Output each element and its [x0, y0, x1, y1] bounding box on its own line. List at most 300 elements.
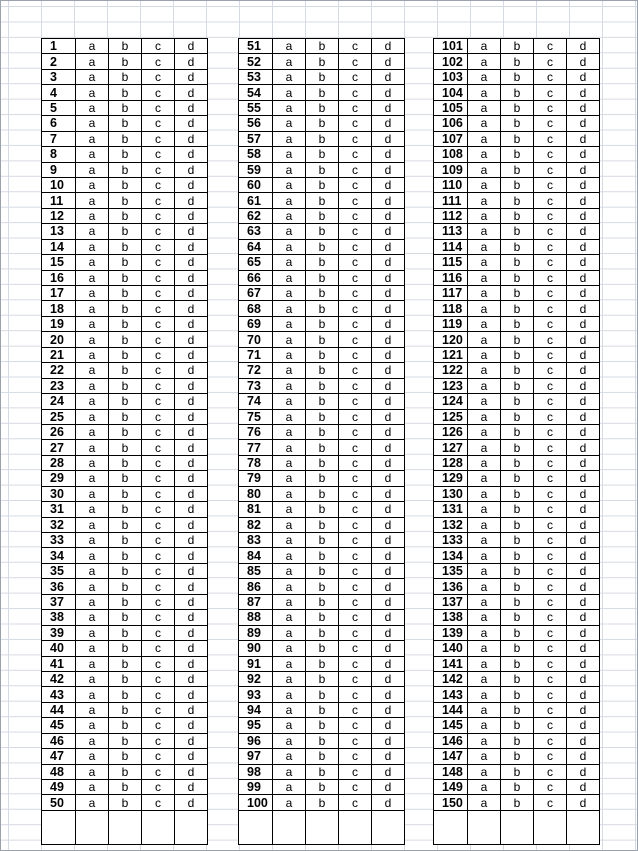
option-d-cell[interactable]: d [175, 641, 208, 656]
option-c-cell[interactable]: c [534, 54, 567, 69]
option-b-cell[interactable]: b [501, 424, 534, 439]
option-a-cell[interactable]: a [273, 332, 306, 347]
option-b-cell[interactable]: b [501, 363, 534, 378]
option-d-cell[interactable]: d [372, 208, 405, 223]
option-b-cell[interactable]: b [306, 301, 339, 316]
option-d-cell[interactable]: d [372, 749, 405, 764]
option-a-cell[interactable]: a [273, 440, 306, 455]
option-b-cell[interactable]: b [109, 656, 142, 671]
option-b-cell[interactable]: b [306, 702, 339, 717]
option-b-cell[interactable]: b [501, 54, 534, 69]
option-a-cell[interactable]: a [468, 780, 501, 795]
option-d-cell[interactable]: d [372, 502, 405, 517]
option-d-cell[interactable]: d [567, 471, 600, 486]
option-b-cell[interactable]: b [501, 533, 534, 548]
option-c-cell[interactable]: c [534, 594, 567, 609]
option-b-cell[interactable]: b [501, 378, 534, 393]
option-a-cell[interactable]: a [273, 486, 306, 501]
option-c-cell[interactable]: c [339, 795, 372, 810]
option-c-cell[interactable]: c [534, 177, 567, 192]
option-c-cell[interactable]: c [534, 579, 567, 594]
option-b-cell[interactable]: b [501, 286, 534, 301]
option-c-cell[interactable]: c [534, 671, 567, 686]
option-a-cell[interactable]: a [76, 116, 109, 131]
option-a-cell[interactable]: a [76, 208, 109, 223]
option-d-cell[interactable]: d [372, 270, 405, 285]
option-b-cell[interactable]: b [109, 517, 142, 532]
option-c-cell[interactable]: c [142, 177, 175, 192]
option-d-cell[interactable]: d [372, 224, 405, 239]
option-a-cell[interactable]: a [76, 764, 109, 779]
option-d-cell[interactable]: d [372, 671, 405, 686]
option-d-cell[interactable]: d [372, 363, 405, 378]
option-b-cell[interactable]: b [109, 440, 142, 455]
option-d-cell[interactable]: d [372, 579, 405, 594]
option-d-cell[interactable]: d [175, 116, 208, 131]
option-a-cell[interactable]: a [76, 85, 109, 100]
option-a-cell[interactable]: a [76, 286, 109, 301]
option-c-cell[interactable]: c [142, 780, 175, 795]
option-a-cell[interactable]: a [468, 795, 501, 810]
option-c-cell[interactable]: c [142, 594, 175, 609]
option-c-cell[interactable]: c [534, 316, 567, 331]
option-b-cell[interactable]: b [501, 332, 534, 347]
option-c-cell[interactable]: c [142, 409, 175, 424]
option-a-cell[interactable]: a [76, 641, 109, 656]
option-d-cell[interactable]: d [567, 378, 600, 393]
option-d-cell[interactable]: d [372, 332, 405, 347]
option-b-cell[interactable]: b [306, 563, 339, 578]
option-b-cell[interactable]: b [501, 625, 534, 640]
option-a-cell[interactable]: a [76, 517, 109, 532]
option-a-cell[interactable]: a [468, 486, 501, 501]
option-d-cell[interactable]: d [175, 100, 208, 115]
option-d-cell[interactable]: d [567, 795, 600, 810]
option-a-cell[interactable]: a [273, 579, 306, 594]
option-d-cell[interactable]: d [175, 502, 208, 517]
option-a-cell[interactable]: a [273, 733, 306, 748]
option-b-cell[interactable]: b [109, 795, 142, 810]
option-a-cell[interactable]: a [76, 594, 109, 609]
option-c-cell[interactable]: c [534, 85, 567, 100]
option-d-cell[interactable]: d [372, 100, 405, 115]
option-d-cell[interactable]: d [175, 733, 208, 748]
option-a-cell[interactable]: a [273, 687, 306, 702]
option-b-cell[interactable]: b [306, 610, 339, 625]
option-a-cell[interactable]: a [273, 409, 306, 424]
option-d-cell[interactable]: d [372, 162, 405, 177]
option-b-cell[interactable]: b [109, 625, 142, 640]
option-c-cell[interactable]: c [339, 641, 372, 656]
option-c-cell[interactable]: c [339, 100, 372, 115]
option-c-cell[interactable]: c [142, 239, 175, 254]
option-c-cell[interactable]: c [534, 301, 567, 316]
option-d-cell[interactable]: d [175, 610, 208, 625]
option-d-cell[interactable]: d [567, 147, 600, 162]
option-c-cell[interactable]: c [534, 533, 567, 548]
option-a-cell[interactable]: a [273, 100, 306, 115]
option-b-cell[interactable]: b [501, 502, 534, 517]
option-c-cell[interactable]: c [142, 625, 175, 640]
option-b-cell[interactable]: b [109, 69, 142, 84]
option-c-cell[interactable]: c [534, 255, 567, 270]
option-a-cell[interactable]: a [468, 409, 501, 424]
option-b-cell[interactable]: b [109, 131, 142, 146]
option-d-cell[interactable]: d [567, 131, 600, 146]
option-d-cell[interactable]: d [372, 533, 405, 548]
option-c-cell[interactable]: c [142, 301, 175, 316]
option-b-cell[interactable]: b [306, 409, 339, 424]
option-a-cell[interactable]: a [468, 193, 501, 208]
option-a-cell[interactable]: a [468, 548, 501, 563]
option-c-cell[interactable]: c [142, 193, 175, 208]
option-b-cell[interactable]: b [306, 316, 339, 331]
option-c-cell[interactable]: c [534, 502, 567, 517]
option-d-cell[interactable]: d [567, 286, 600, 301]
option-d-cell[interactable]: d [175, 316, 208, 331]
option-d-cell[interactable]: d [567, 563, 600, 578]
option-a-cell[interactable]: a [468, 100, 501, 115]
option-c-cell[interactable]: c [534, 147, 567, 162]
option-b-cell[interactable]: b [109, 733, 142, 748]
option-c-cell[interactable]: c [534, 656, 567, 671]
option-a-cell[interactable]: a [468, 394, 501, 409]
option-c-cell[interactable]: c [534, 394, 567, 409]
option-b-cell[interactable]: b [109, 563, 142, 578]
option-a-cell[interactable]: a [273, 116, 306, 131]
option-a-cell[interactable]: a [273, 780, 306, 795]
option-b-cell[interactable]: b [109, 780, 142, 795]
option-d-cell[interactable]: d [567, 594, 600, 609]
option-a-cell[interactable]: a [76, 718, 109, 733]
option-a-cell[interactable]: a [76, 162, 109, 177]
option-a-cell[interactable]: a [468, 270, 501, 285]
option-d-cell[interactable]: d [372, 85, 405, 100]
option-c-cell[interactable]: c [534, 517, 567, 532]
option-b-cell[interactable]: b [306, 656, 339, 671]
option-a-cell[interactable]: a [468, 147, 501, 162]
option-c-cell[interactable]: c [142, 69, 175, 84]
option-a-cell[interactable]: a [76, 455, 109, 470]
option-b-cell[interactable]: b [109, 116, 142, 131]
option-c-cell[interactable]: c [534, 347, 567, 362]
option-a-cell[interactable]: a [468, 162, 501, 177]
option-d-cell[interactable]: d [175, 687, 208, 702]
option-d-cell[interactable]: d [372, 517, 405, 532]
option-d-cell[interactable]: d [175, 671, 208, 686]
option-d-cell[interactable]: d [567, 656, 600, 671]
option-c-cell[interactable]: c [339, 54, 372, 69]
option-c-cell[interactable]: c [534, 224, 567, 239]
option-d-cell[interactable]: d [372, 718, 405, 733]
option-c-cell[interactable]: c [339, 286, 372, 301]
option-d-cell[interactable]: d [372, 131, 405, 146]
option-a-cell[interactable]: a [273, 301, 306, 316]
option-c-cell[interactable]: c [142, 270, 175, 285]
option-d-cell[interactable]: d [567, 162, 600, 177]
option-a-cell[interactable]: a [468, 455, 501, 470]
option-d-cell[interactable]: d [567, 54, 600, 69]
option-d-cell[interactable]: d [372, 610, 405, 625]
option-b-cell[interactable]: b [306, 764, 339, 779]
option-a-cell[interactable]: a [76, 671, 109, 686]
option-b-cell[interactable]: b [306, 239, 339, 254]
option-a-cell[interactable]: a [468, 671, 501, 686]
option-c-cell[interactable]: c [142, 424, 175, 439]
option-b-cell[interactable]: b [306, 147, 339, 162]
option-b-cell[interactable]: b [109, 486, 142, 501]
option-d-cell[interactable]: d [175, 625, 208, 640]
option-a-cell[interactable]: a [468, 177, 501, 192]
option-d-cell[interactable]: d [372, 563, 405, 578]
option-c-cell[interactable]: c [534, 193, 567, 208]
option-b-cell[interactable]: b [306, 455, 339, 470]
option-a-cell[interactable]: a [273, 286, 306, 301]
option-b-cell[interactable]: b [306, 424, 339, 439]
option-a-cell[interactable]: a [468, 764, 501, 779]
option-b-cell[interactable]: b [109, 100, 142, 115]
option-b-cell[interactable]: b [501, 39, 534, 54]
option-c-cell[interactable]: c [339, 69, 372, 84]
option-a-cell[interactable]: a [273, 270, 306, 285]
option-d-cell[interactable]: d [567, 177, 600, 192]
option-c-cell[interactable]: c [339, 147, 372, 162]
option-b-cell[interactable]: b [501, 147, 534, 162]
option-d-cell[interactable]: d [372, 147, 405, 162]
option-c-cell[interactable]: c [534, 131, 567, 146]
option-d-cell[interactable]: d [567, 733, 600, 748]
option-b-cell[interactable]: b [306, 100, 339, 115]
option-d-cell[interactable]: d [372, 177, 405, 192]
option-d-cell[interactable]: d [567, 486, 600, 501]
option-c-cell[interactable]: c [339, 548, 372, 563]
option-b-cell[interactable]: b [306, 85, 339, 100]
option-b-cell[interactable]: b [109, 208, 142, 223]
option-c-cell[interactable]: c [339, 749, 372, 764]
option-c-cell[interactable]: c [339, 39, 372, 54]
option-d-cell[interactable]: d [567, 85, 600, 100]
option-d-cell[interactable]: d [175, 332, 208, 347]
option-d-cell[interactable]: d [567, 764, 600, 779]
option-a-cell[interactable]: a [76, 255, 109, 270]
option-c-cell[interactable]: c [142, 224, 175, 239]
option-c-cell[interactable]: c [142, 286, 175, 301]
option-c-cell[interactable]: c [142, 764, 175, 779]
option-a-cell[interactable]: a [76, 316, 109, 331]
option-c-cell[interactable]: c [142, 347, 175, 362]
option-a-cell[interactable]: a [76, 656, 109, 671]
option-b-cell[interactable]: b [306, 579, 339, 594]
option-b-cell[interactable]: b [306, 54, 339, 69]
option-a-cell[interactable]: a [468, 563, 501, 578]
option-b-cell[interactable]: b [501, 641, 534, 656]
option-a-cell[interactable]: a [273, 85, 306, 100]
option-d-cell[interactable]: d [372, 656, 405, 671]
option-b-cell[interactable]: b [109, 85, 142, 100]
option-c-cell[interactable]: c [534, 208, 567, 223]
option-b-cell[interactable]: b [109, 610, 142, 625]
option-b-cell[interactable]: b [109, 239, 142, 254]
option-b-cell[interactable]: b [109, 394, 142, 409]
option-c-cell[interactable]: c [142, 255, 175, 270]
option-a-cell[interactable]: a [468, 378, 501, 393]
option-a-cell[interactable]: a [273, 177, 306, 192]
option-a-cell[interactable]: a [76, 270, 109, 285]
option-a-cell[interactable]: a [273, 316, 306, 331]
option-b-cell[interactable]: b [501, 687, 534, 702]
option-a-cell[interactable]: a [468, 733, 501, 748]
option-c-cell[interactable]: c [534, 702, 567, 717]
option-a-cell[interactable]: a [76, 625, 109, 640]
option-c-cell[interactable]: c [339, 177, 372, 192]
option-a-cell[interactable]: a [273, 517, 306, 532]
option-d-cell[interactable]: d [567, 409, 600, 424]
option-b-cell[interactable]: b [306, 502, 339, 517]
option-d-cell[interactable]: d [175, 594, 208, 609]
option-a-cell[interactable]: a [76, 177, 109, 192]
option-c-cell[interactable]: c [534, 749, 567, 764]
option-a-cell[interactable]: a [76, 239, 109, 254]
option-a-cell[interactable]: a [76, 749, 109, 764]
option-b-cell[interactable]: b [306, 193, 339, 208]
option-c-cell[interactable]: c [534, 780, 567, 795]
option-b-cell[interactable]: b [109, 301, 142, 316]
option-d-cell[interactable]: d [567, 548, 600, 563]
option-b-cell[interactable]: b [109, 641, 142, 656]
option-c-cell[interactable]: c [534, 471, 567, 486]
option-a-cell[interactable]: a [76, 347, 109, 362]
option-c-cell[interactable]: c [142, 316, 175, 331]
option-b-cell[interactable]: b [306, 347, 339, 362]
option-b-cell[interactable]: b [109, 316, 142, 331]
option-d-cell[interactable]: d [175, 795, 208, 810]
option-d-cell[interactable]: d [175, 440, 208, 455]
option-a-cell[interactable]: a [468, 749, 501, 764]
option-d-cell[interactable]: d [372, 394, 405, 409]
option-b-cell[interactable]: b [501, 733, 534, 748]
option-c-cell[interactable]: c [142, 610, 175, 625]
option-a-cell[interactable]: a [76, 533, 109, 548]
option-a-cell[interactable]: a [76, 563, 109, 578]
option-a-cell[interactable]: a [76, 147, 109, 162]
option-a-cell[interactable]: a [468, 208, 501, 223]
option-a-cell[interactable]: a [468, 286, 501, 301]
option-b-cell[interactable]: b [306, 687, 339, 702]
option-b-cell[interactable]: b [501, 517, 534, 532]
option-a-cell[interactable]: a [76, 54, 109, 69]
option-b-cell[interactable]: b [501, 656, 534, 671]
option-d-cell[interactable]: d [567, 239, 600, 254]
option-b-cell[interactable]: b [109, 224, 142, 239]
option-d-cell[interactable]: d [372, 116, 405, 131]
option-b-cell[interactable]: b [501, 116, 534, 131]
option-d-cell[interactable]: d [372, 39, 405, 54]
option-c-cell[interactable]: c [534, 610, 567, 625]
option-c-cell[interactable]: c [534, 641, 567, 656]
option-a-cell[interactable]: a [273, 718, 306, 733]
option-d-cell[interactable]: d [372, 255, 405, 270]
option-b-cell[interactable]: b [109, 548, 142, 563]
option-d-cell[interactable]: d [175, 147, 208, 162]
option-b-cell[interactable]: b [501, 85, 534, 100]
option-a-cell[interactable]: a [273, 594, 306, 609]
option-c-cell[interactable]: c [534, 286, 567, 301]
option-b-cell[interactable]: b [501, 610, 534, 625]
option-d-cell[interactable]: d [175, 471, 208, 486]
option-c-cell[interactable]: c [142, 54, 175, 69]
option-b-cell[interactable]: b [306, 594, 339, 609]
option-d-cell[interactable]: d [175, 301, 208, 316]
option-c-cell[interactable]: c [142, 378, 175, 393]
option-b-cell[interactable]: b [501, 471, 534, 486]
option-d-cell[interactable]: d [175, 548, 208, 563]
option-b-cell[interactable]: b [501, 486, 534, 501]
option-d-cell[interactable]: d [567, 502, 600, 517]
option-c-cell[interactable]: c [142, 656, 175, 671]
option-c-cell[interactable]: c [339, 486, 372, 501]
option-b-cell[interactable]: b [501, 594, 534, 609]
option-b-cell[interactable]: b [306, 625, 339, 640]
option-c-cell[interactable]: c [142, 100, 175, 115]
option-a-cell[interactable]: a [76, 548, 109, 563]
option-a-cell[interactable]: a [468, 533, 501, 548]
option-a-cell[interactable]: a [468, 347, 501, 362]
option-c-cell[interactable]: c [142, 39, 175, 54]
option-b-cell[interactable]: b [306, 177, 339, 192]
option-c-cell[interactable]: c [339, 610, 372, 625]
option-a-cell[interactable]: a [273, 548, 306, 563]
option-b-cell[interactable]: b [109, 718, 142, 733]
option-d-cell[interactable]: d [372, 316, 405, 331]
option-b-cell[interactable]: b [306, 208, 339, 223]
option-c-cell[interactable]: c [339, 625, 372, 640]
option-c-cell[interactable]: c [534, 39, 567, 54]
option-a-cell[interactable]: a [468, 718, 501, 733]
option-b-cell[interactable]: b [306, 39, 339, 54]
option-d-cell[interactable]: d [175, 409, 208, 424]
option-d-cell[interactable]: d [372, 641, 405, 656]
option-d-cell[interactable]: d [567, 69, 600, 84]
option-a-cell[interactable]: a [273, 625, 306, 640]
option-c-cell[interactable]: c [534, 378, 567, 393]
option-c-cell[interactable]: c [534, 440, 567, 455]
option-a-cell[interactable]: a [468, 54, 501, 69]
option-d-cell[interactable]: d [175, 39, 208, 54]
option-b-cell[interactable]: b [501, 548, 534, 563]
option-b-cell[interactable]: b [501, 208, 534, 223]
option-c-cell[interactable]: c [339, 517, 372, 532]
option-d-cell[interactable]: d [372, 286, 405, 301]
option-c-cell[interactable]: c [534, 687, 567, 702]
option-b-cell[interactable]: b [109, 177, 142, 192]
option-a-cell[interactable]: a [76, 193, 109, 208]
option-c-cell[interactable]: c [142, 147, 175, 162]
option-b-cell[interactable]: b [501, 702, 534, 717]
option-c-cell[interactable]: c [142, 702, 175, 717]
option-d-cell[interactable]: d [175, 239, 208, 254]
option-b-cell[interactable]: b [501, 671, 534, 686]
option-b-cell[interactable]: b [501, 718, 534, 733]
option-a-cell[interactable]: a [273, 749, 306, 764]
option-c-cell[interactable]: c [339, 208, 372, 223]
option-d-cell[interactable]: d [567, 208, 600, 223]
option-b-cell[interactable]: b [109, 409, 142, 424]
option-b-cell[interactable]: b [109, 702, 142, 717]
option-a-cell[interactable]: a [76, 378, 109, 393]
option-a-cell[interactable]: a [468, 301, 501, 316]
option-d-cell[interactable]: d [175, 85, 208, 100]
option-d-cell[interactable]: d [567, 625, 600, 640]
